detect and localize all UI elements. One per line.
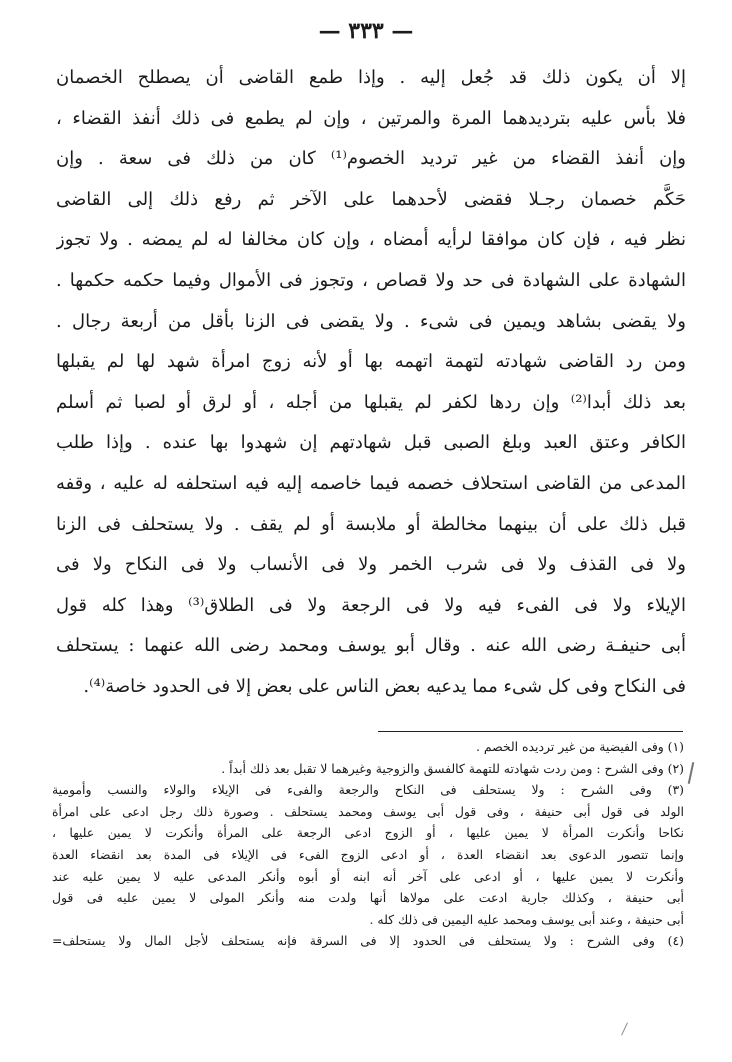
footnote-line: أبى حنيفة ، وكذلك جارية ادعت على مولاها أنها ولدت منه وأنكر المولى لا يمين عليه فى قول xyxy=(52,890,684,906)
text-line: قبل ذلك على أن بينهما مخالطة أو ملابسة أو لم يقف . ولا يستحلف فى الزنا xyxy=(56,513,686,535)
footnote-line: (٢) وفى الشرح : ومن ردت شهادته للتهمة كالفسق والزوجية وغيرهما لا تقبل بعد ذلك أبداً . xyxy=(221,760,684,776)
margin-pencil-mark xyxy=(688,762,695,784)
footnote-line: (٤) وفى الشرح : ولا يستحلف فى الحدود إلا فى السرقة فإنه يستحلف لأجل المال ولا يستحلف= xyxy=(52,933,684,949)
page-number: — ٣٣٣ — xyxy=(318,18,414,44)
text-line: حَكَّم خصمان رجـلا فقضى لأحدهما على الآخر ثم رفع ذلك إلى القاضى xyxy=(56,188,686,210)
footnote-line: وإنما تتصور الدعوى بعد انقضاء العدة ، أو ادعى الزوج الفىء فى الإيلاء فى المدة بعد انقضاء العدة xyxy=(52,846,684,862)
text-line: فى النكاح وفى كل شىء مما يدعيه بعض الناس على بعض إلا فى الحدود خاصة⁽⁴⁾. xyxy=(83,675,686,697)
footnote-divider xyxy=(378,731,683,732)
footnote-line: (١) وفى الفيضية من غير ترديده الخصم . xyxy=(475,739,684,754)
text-line: ولا يقضى بشاهد ويمين فى شىء . ولا يقضى فى الزنا بأقل من أربعة رجال . xyxy=(56,310,686,332)
text-line: أبى حنيفـة رضى الله عنه . وقال أبو يوسف ومحمد رضى الله عنهما : يستحلف xyxy=(56,635,686,657)
footnote-line: الولد فى قول أبى حنيفة ، وفى قول أبى يوسف ومحمد يستحلف . وصورة ذلك رجل ادعى على امرأة xyxy=(52,803,684,819)
text-line: الشهادة على الشهادة فى حد ولا قصاص ، وتجوز فى الأموال وفيما حكمه حكمها . xyxy=(56,269,686,291)
text-line: ولا فى القذف ولا فى شرب الخمر ولا فى الأنساب ولا فى النكاح ولا فى xyxy=(56,554,686,576)
footnote-line: نكاحا وأنكرت المرأة لا يمين عليها ، أو الزوج ادعى الرجعة على المرأة وأنكرت لا يمين عليها ، xyxy=(52,825,684,841)
footnote-line: (٣) وفى الشرح : ولا يستحلف فى النكاح والرجعة والفىء فى الإيلاء والولاء والنسب وأمومية xyxy=(52,782,684,798)
text-line: المدعى من القاضى استحلاف خصمه فيما خاصمه إليه فيه استحلفه له عليه ، وقفه xyxy=(56,472,686,494)
text-line: إلا أن يكون ذلك قد جُعل إليه . وإذا طمع القاضى أن يصطلح الخصمان xyxy=(56,67,686,88)
text-line: الكافر وعتق العبد وبلغ الصبى قبل شهادتهم إن شهدوا بها عنده . وإذا طلب xyxy=(56,432,686,454)
main-text-block xyxy=(56,58,686,708)
footnotes-block xyxy=(52,736,684,952)
text-line: نظر فيه ، فإن كان موافقا لرأيه أمضاه ، وإن كان مخالفا له لم يمضه . ولا تجوز xyxy=(56,229,686,251)
text-line: وإن أنفذ القضاء من غير ترديد الخصوم⁽¹⁾ كان من ذلك فى سعة . وإن xyxy=(56,148,686,170)
margin-pencil-tick xyxy=(621,1022,628,1035)
text-line: بعد ذلك أبدا⁽²⁾ وإن ردها لكفر لم يقبلها من أجله ، أو لرق أو لصبا ثم أسلم xyxy=(56,391,686,413)
footnote-line: أبى حنيفة ، وعند أبى يوسف ومحمد عليه اليمين فى ذلك كله . xyxy=(369,911,684,927)
text-line: الإيلاء ولا فى الفىء فيه ولا فى الرجعة ولا فى الطلاق⁽³⁾ وهذا كله قول xyxy=(56,594,686,616)
footnote-line: وأنكرت لا يمين عليها ، أو ادعى على آخر أنه ابنه أو أبوه وأنكر المدعى عليه لا يمين عليه عند xyxy=(52,868,684,884)
text-line: فلا بأس عليه بترديدهما المرة والمرتين ، وإن لم يطمع فى ذلك أنفذ القضاء ، xyxy=(56,107,686,129)
text-line: ومن رد القاضى شهادته لتهمة اتهمه بها أو لأنه زوج امرأة شهد لها لم يقبلها xyxy=(56,351,686,373)
